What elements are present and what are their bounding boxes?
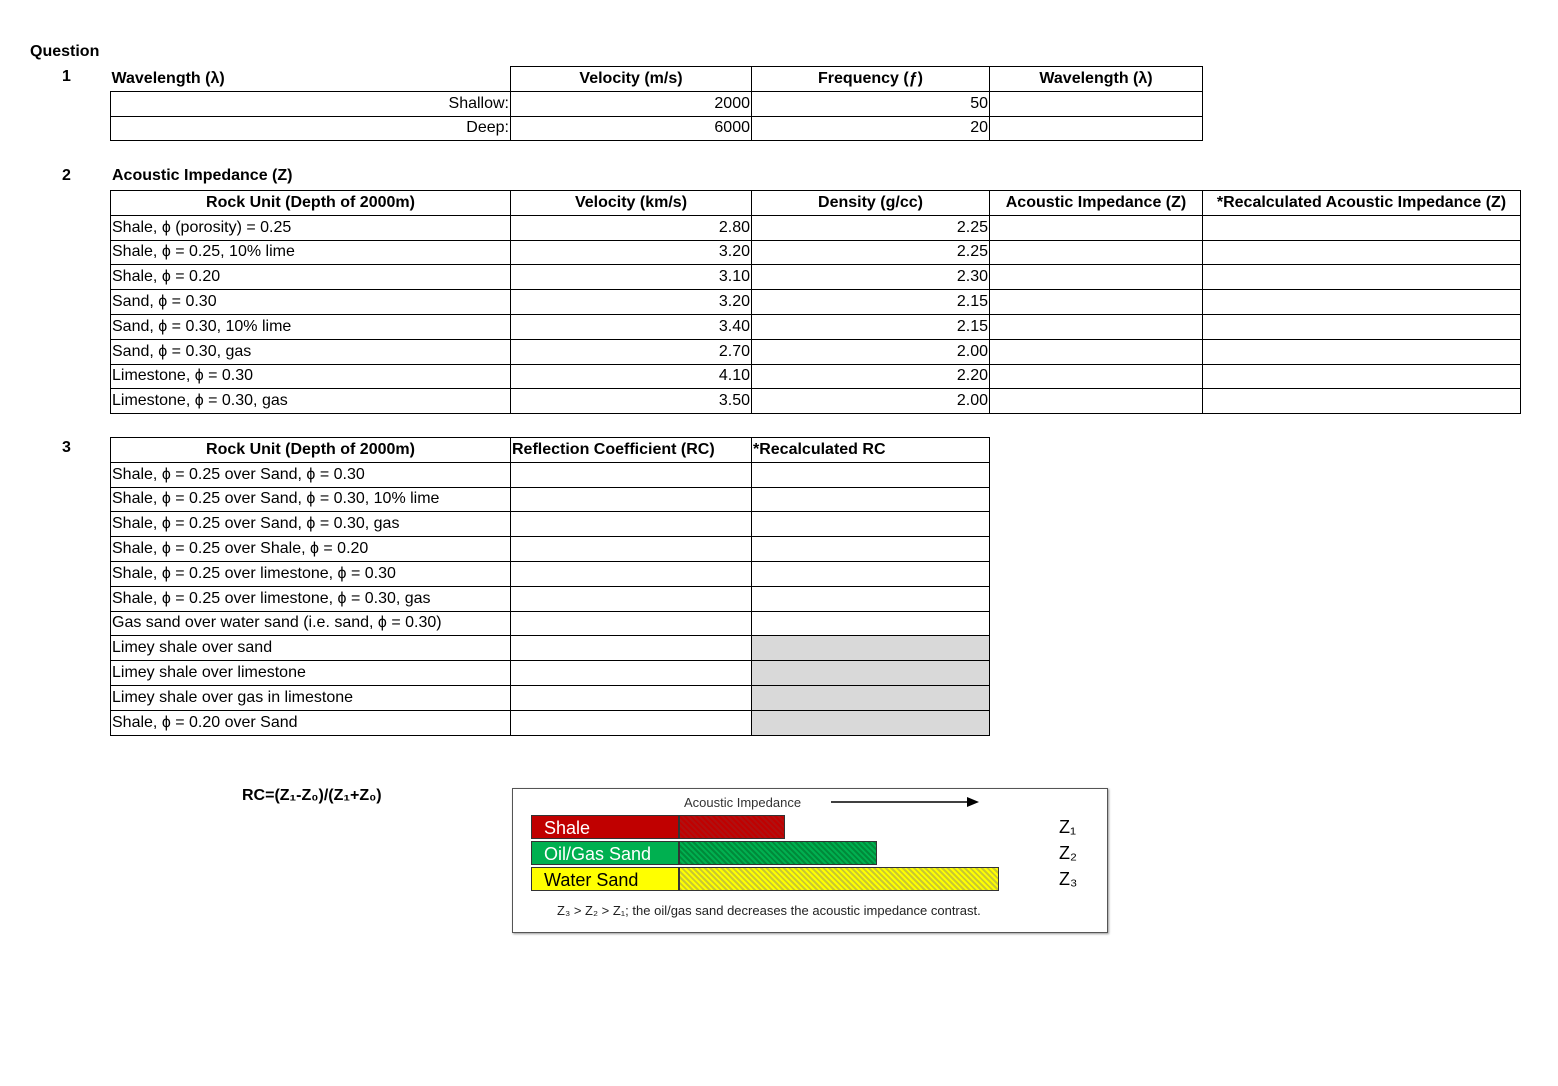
q1-col-velocity: Velocity (m/s) — [511, 67, 752, 92]
diagram-caption: Z₃ > Z₂ > Z₁; the oil/gas sand decreases the acoustic impedance contrast. — [557, 903, 981, 918]
impedance-bar — [679, 815, 785, 839]
row-label: Deep: — [111, 116, 511, 141]
rock-unit-cell: Limey shale over limestone — [111, 661, 511, 686]
rock-unit-cell: Shale, ϕ = 0.25 over limestone, ϕ = 0.30, gas — [111, 586, 511, 611]
z-label: Z₁ — [1059, 817, 1077, 837]
rock-unit-cell: Limey shale over sand — [111, 636, 511, 661]
rc-formula: RC=(Z₁-Z₀)/(Z₁+Z₀) — [242, 787, 382, 804]
rock-unit-cell: Sand, ϕ = 0.30, gas — [111, 339, 511, 364]
q1-col-frequency: Frequency (ƒ) — [752, 67, 990, 92]
impedance-cell[interactable] — [990, 364, 1203, 389]
table-row — [111, 586, 990, 611]
rc-cell[interactable] — [511, 710, 752, 735]
impedance-cell[interactable] — [990, 314, 1203, 339]
impedance-cell[interactable] — [990, 265, 1203, 290]
rc-cell[interactable] — [511, 636, 752, 661]
table-row — [111, 290, 1521, 315]
rock-unit-cell: Shale, ϕ = 0.25 over Sand, ϕ = 0.30 — [111, 462, 511, 487]
rock-unit-cell: Shale, ϕ = 0.20 — [111, 265, 511, 290]
table-row — [111, 462, 990, 487]
rock-unit-cell: Shale, ϕ = 0.25 over Shale, ϕ = 0.20 — [111, 537, 511, 562]
question-2-number: 2 — [62, 167, 71, 184]
table-row — [111, 91, 1203, 116]
velocity-cell[interactable]: 2.70 — [511, 339, 752, 364]
rock-unit-cell: Shale, ϕ (porosity) = 0.25 — [111, 215, 511, 240]
rock-unit-cell: Shale, ϕ = 0.25 over Sand, ϕ = 0.30, gas — [111, 512, 511, 537]
velocity-cell[interactable]: 3.20 — [511, 290, 752, 315]
q2-col-density: Density (g/cc) — [752, 191, 990, 216]
recalculated-impedance-cell[interactable] — [1203, 265, 1521, 290]
row-label: Shallow: — [111, 91, 511, 116]
rc-cell[interactable] — [511, 512, 752, 537]
acoustic-impedance-table — [110, 190, 1521, 414]
table-row — [111, 512, 990, 537]
recalculated-rc-cell[interactable] — [752, 561, 990, 586]
table-row — [111, 364, 1521, 389]
impedance-cell[interactable] — [990, 215, 1203, 240]
recalculated-impedance-cell[interactable] — [1203, 240, 1521, 265]
recalculated-rc-cell[interactable] — [752, 537, 990, 562]
impedance-diagram — [512, 788, 1108, 933]
rock-unit-cell: Shale, ϕ = 0.20 over Sand — [111, 710, 511, 735]
axis-arrow-icon — [829, 795, 981, 809]
rock-unit-cell: Limey shale over gas in limestone — [111, 685, 511, 710]
table-row — [111, 561, 990, 586]
velocity-cell[interactable]: 3.40 — [511, 314, 752, 339]
recalculated-rc-cell[interactable] — [752, 487, 990, 512]
q2-col-rock-unit: Rock Unit (Depth of 2000m) — [111, 191, 511, 216]
z-label: Z₃ — [1059, 869, 1078, 889]
recalculated-impedance-cell[interactable] — [1203, 389, 1521, 414]
table-row — [111, 487, 990, 512]
q2-col-recalculated: *Recalculated Acoustic Impedance (Z) — [1203, 191, 1521, 216]
density-cell[interactable]: 2.15 — [752, 290, 990, 315]
frequency-cell[interactable]: 50 — [752, 91, 990, 116]
table-row — [111, 710, 990, 735]
recalculated-rc-cell — [752, 685, 990, 710]
table-row — [111, 215, 1521, 240]
q2-col-velocity: Velocity (km/s) — [511, 191, 752, 216]
recalculated-impedance-cell[interactable] — [1203, 314, 1521, 339]
rc-cell[interactable] — [511, 611, 752, 636]
table-row — [111, 661, 990, 686]
table-row — [111, 116, 1203, 141]
recalculated-impedance-cell[interactable] — [1203, 339, 1521, 364]
wavelength-table — [110, 66, 1203, 141]
wavelength-cell[interactable] — [990, 91, 1203, 116]
recalculated-rc-cell — [752, 661, 990, 686]
table-row — [111, 240, 1521, 265]
velocity-cell[interactable]: 6000 — [511, 116, 752, 141]
impedance-cell[interactable] — [990, 339, 1203, 364]
density-cell[interactable]: 2.00 — [752, 339, 990, 364]
recalculated-impedance-cell[interactable] — [1203, 215, 1521, 240]
rc-cell[interactable] — [511, 487, 752, 512]
layer-label: Shale — [531, 815, 679, 839]
rc-cell[interactable] — [511, 661, 752, 686]
frequency-cell[interactable]: 20 — [752, 116, 990, 141]
q3-col-recalculated-rc: *Recalculated RC — [752, 438, 990, 463]
recalculated-rc-cell[interactable] — [752, 611, 990, 636]
rc-cell[interactable] — [511, 537, 752, 562]
rock-unit-cell: Limestone, ϕ = 0.30 — [111, 364, 511, 389]
rock-unit-cell: Shale, ϕ = 0.25 over limestone, ϕ = 0.30 — [111, 561, 511, 586]
z-label: Z₂ — [1059, 843, 1077, 863]
table-row — [111, 339, 1521, 364]
wavelength-cell[interactable] — [990, 116, 1203, 141]
impedance-cell[interactable] — [990, 240, 1203, 265]
impedance-cell[interactable] — [990, 389, 1203, 414]
layer-label: Water Sand — [531, 867, 679, 891]
rc-cell[interactable] — [511, 586, 752, 611]
density-cell[interactable]: 2.25 — [752, 240, 990, 265]
recalculated-impedance-cell[interactable] — [1203, 364, 1521, 389]
velocity-cell[interactable]: 2.80 — [511, 215, 752, 240]
q1-col-wavelength: Wavelength (λ) — [990, 67, 1203, 92]
table-row — [111, 314, 1521, 339]
axis-label: Acoustic Impedance — [684, 795, 802, 810]
velocity-cell[interactable]: 3.20 — [511, 240, 752, 265]
rock-unit-cell: Sand, ϕ = 0.30 — [111, 290, 511, 315]
rock-unit-cell: Limestone, ϕ = 0.30, gas — [111, 389, 511, 414]
rc-cell[interactable] — [511, 685, 752, 710]
recalculated-rc-cell — [752, 636, 990, 661]
table-row — [111, 685, 990, 710]
rock-unit-cell: Shale, ϕ = 0.25, 10% lime — [111, 240, 511, 265]
velocity-cell[interactable]: 3.10 — [511, 265, 752, 290]
rock-unit-cell: Sand, ϕ = 0.30, 10% lime — [111, 314, 511, 339]
recalculated-rc-cell — [752, 710, 990, 735]
impedance-bar — [679, 867, 999, 891]
recalculated-rc-cell[interactable] — [752, 512, 990, 537]
question-3-number: 3 — [62, 439, 71, 456]
rc-cell[interactable] — [511, 462, 752, 487]
q3-col-rc: Reflection Coefficient (RC) — [511, 438, 752, 463]
question-header: Question — [30, 43, 100, 60]
q2-col-impedance: Acoustic Impedance (Z) — [990, 191, 1203, 216]
rock-unit-cell: Shale, ϕ = 0.25 over Sand, ϕ = 0.30, 10% lime — [111, 487, 511, 512]
rock-unit-cell: Gas sand over water sand (i.e. sand, ϕ = 0.30) — [111, 611, 511, 636]
impedance-bar — [679, 841, 877, 865]
reflection-coefficient-table — [110, 437, 990, 736]
recalculated-impedance-cell[interactable] — [1203, 290, 1521, 315]
table-row — [111, 611, 990, 636]
impedance-cell[interactable] — [990, 290, 1203, 315]
q2-title: Acoustic Impedance (Z) — [112, 167, 293, 184]
q1-title: Wavelength (λ) — [111, 69, 225, 87]
table-row — [111, 265, 1521, 290]
question-1-number: 1 — [62, 68, 71, 85]
density-cell[interactable]: 2.20 — [752, 364, 990, 389]
q3-col-rock-unit: Rock Unit (Depth of 2000m) — [111, 438, 511, 463]
velocity-cell[interactable]: 3.50 — [511, 389, 752, 414]
density-cell[interactable]: 2.15 — [752, 314, 990, 339]
table-row — [111, 537, 990, 562]
recalculated-rc-cell[interactable] — [752, 462, 990, 487]
density-cell[interactable]: 2.00 — [752, 389, 990, 414]
density-cell[interactable]: 2.30 — [752, 265, 990, 290]
velocity-cell[interactable]: 4.10 — [511, 364, 752, 389]
rc-cell[interactable] — [511, 561, 752, 586]
recalculated-rc-cell[interactable] — [752, 586, 990, 611]
layer-label: Oil/Gas Sand — [531, 841, 679, 865]
velocity-cell[interactable]: 2000 — [511, 91, 752, 116]
density-cell[interactable]: 2.25 — [752, 215, 990, 240]
table-row — [111, 636, 990, 661]
table-row — [111, 389, 1521, 414]
